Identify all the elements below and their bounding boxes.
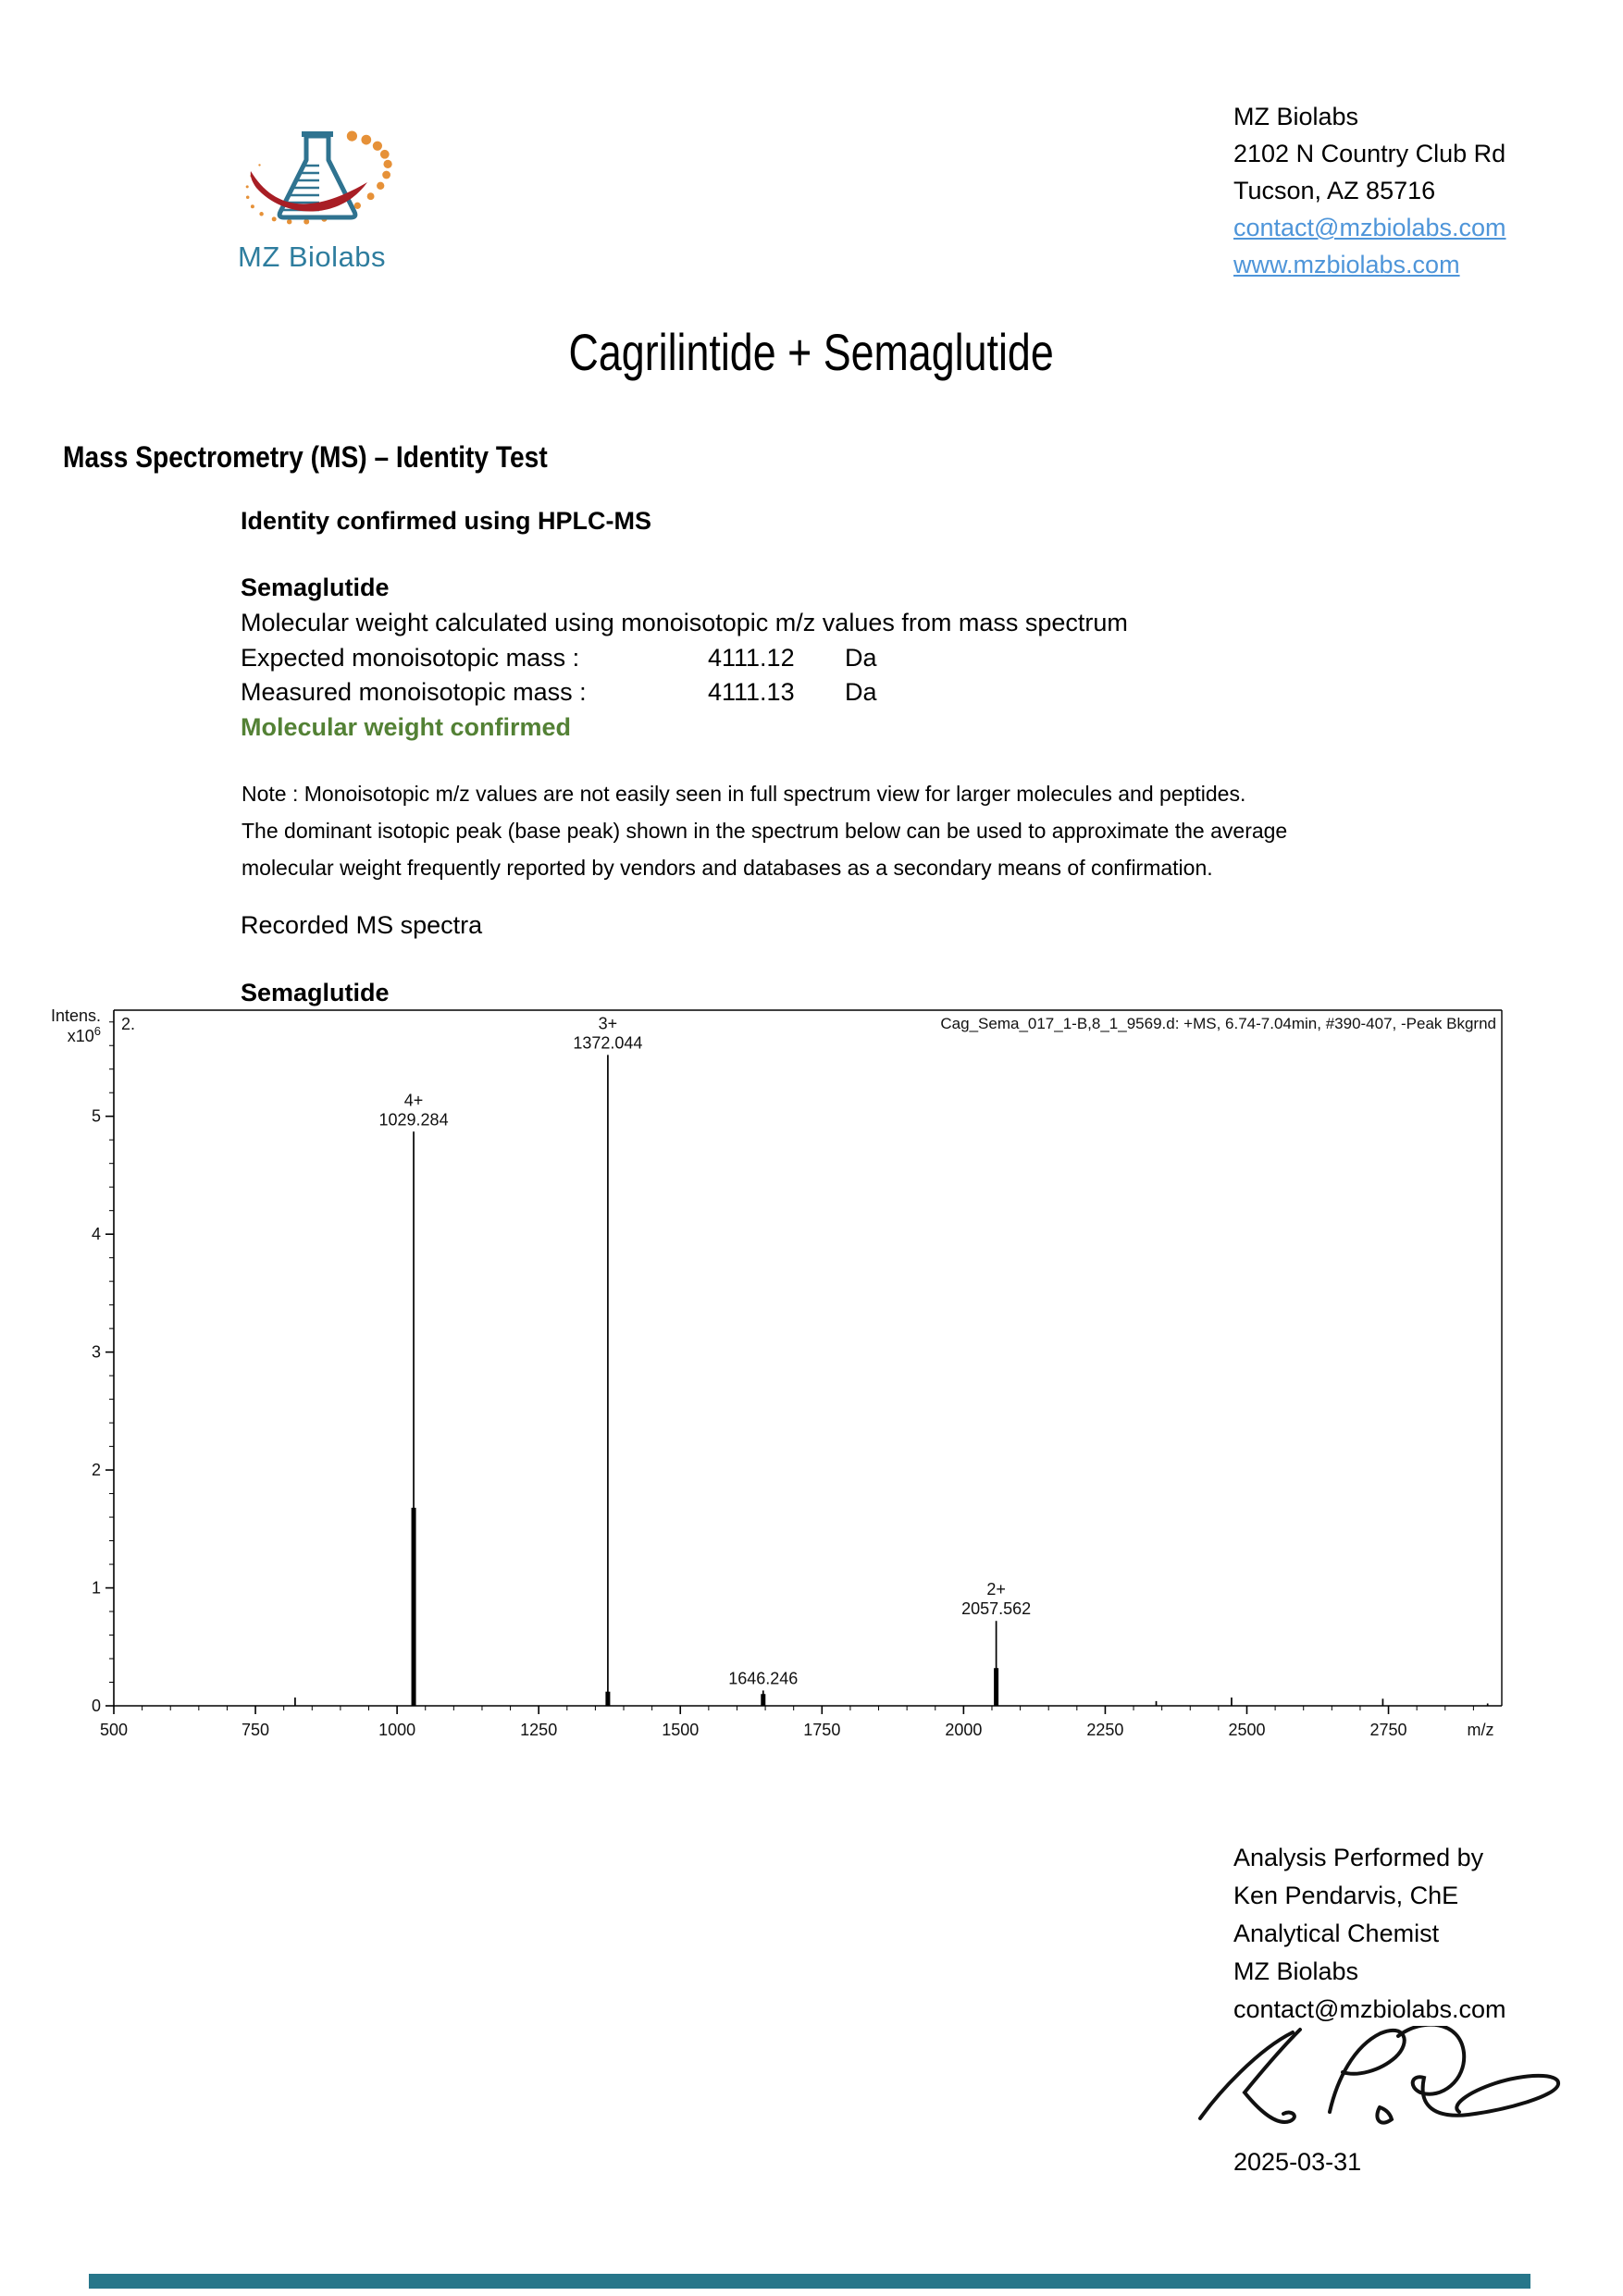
peak-mz-label: 2057.562 (961, 1599, 1032, 1619)
x-tick-label: 1750 (803, 1721, 841, 1739)
y-tick-label: 5 (91, 1106, 101, 1126)
x-tick-label: 2500 (1228, 1721, 1266, 1739)
contact-address-line1: 2102 N Country Club Rd (1233, 140, 1506, 167)
y-tick-label: 4 (91, 1225, 101, 1244)
y-tick-label: 1 (91, 1578, 101, 1598)
document-title: Cagrilintide + Semaglutide (568, 323, 1055, 381)
company-logo-icon (236, 123, 404, 232)
note-line-1: Note : Monoisotopic m/z values are not easily seen in full spectrum view for larger molecules and peptides. (242, 782, 1246, 806)
signature-image (1189, 2026, 1587, 2160)
peak-mz-label: 1029.284 (378, 1110, 449, 1129)
signoff-analyst-name: Ken Pendarvis, ChE (1233, 1882, 1459, 1909)
measured-mass-value: 4111.13 (708, 678, 795, 706)
note-line-2: The dominant isotopic peak (base peak) shown in the spectrum below can be used to approximate the average (242, 819, 1288, 843)
y-tick-label: 2 (91, 1461, 101, 1480)
plot-corner-label: 2. (121, 1015, 136, 1033)
logo-wordmark: MZ Biolabs (238, 241, 387, 273)
peak-charge-label: 2+ (986, 1580, 1006, 1599)
calc-method-line: Molecular weight calculated using monoisotopic m/z values from mass spectrum (241, 609, 1128, 636)
report-date: 2025-03-31 (1233, 2148, 1362, 2176)
peak-mz-label: 1646.246 (728, 1669, 799, 1688)
expected-mass-unit: Da (845, 644, 877, 672)
measured-mass-row (241, 678, 877, 707)
expected-mass-value: 4111.12 (708, 644, 795, 672)
contact-address-line2: Tucson, AZ 85716 (1233, 177, 1436, 204)
contact-block (1233, 98, 1506, 283)
expected-mass-label: Expected monoisotopic mass : (241, 644, 580, 672)
x-tick-label: 1250 (520, 1721, 558, 1739)
signoff-analyst-title: Analytical Chemist (1233, 1920, 1440, 1947)
y-tick-label: 3 (91, 1342, 101, 1362)
signoff-company: MZ Biolabs (1233, 1957, 1359, 1985)
peak-charge-label: 3+ (598, 1014, 618, 1033)
x-tick-label: 500 (99, 1721, 129, 1739)
spectrum-header-annotation: Cag_Sema_017_1-B,8_1_9569.d: +MS, 6.74-7.04min, #390-407, -Peak Bkgrnd (940, 1015, 1496, 1032)
compound-name: Semaglutide (241, 574, 390, 601)
x-tick-label: 1000 (378, 1721, 416, 1739)
y-tick-label: 0 (91, 1697, 101, 1715)
y-axis-multiplier: $x10^6$ (67, 1024, 101, 1045)
signoff-email: contact@mzbiolabs.com (1233, 1995, 1506, 2023)
signoff-block (1233, 1839, 1506, 2029)
identity-confirmed-line: Identity confirmed using HPLC-MS (241, 507, 652, 535)
section-heading: Mass Spectrometry (MS) – Identity Test (63, 440, 548, 474)
x-tick-label: 750 (242, 1721, 270, 1739)
confirmation-status: Molecular weight confirmed (241, 713, 572, 741)
x-tick-label: 2750 (1369, 1721, 1407, 1739)
y-axis-label: Intens. (50, 1006, 101, 1025)
measured-mass-label: Measured monoisotopic mass : (241, 678, 587, 706)
recorded-spectra-label: Recorded MS spectra (241, 911, 483, 939)
contact-website-link[interactable]: www.mzbiolabs.com (1233, 251, 1460, 278)
note-paragraph (242, 775, 1287, 886)
peak-mz-label: 1372.044 (573, 1033, 643, 1053)
signoff-line-1: Analysis Performed by (1233, 1844, 1484, 1871)
contact-email-link[interactable]: contact@mzbiolabs.com (1233, 214, 1506, 241)
spectrum-compound-label: Semaglutide (241, 979, 390, 1006)
mass-spectrum-chart (0, 999, 1623, 1758)
note-line-3: molecular weight frequently reported by vendors and databases as a secondary means of confirmation. (242, 856, 1213, 880)
x-tick-label: 1500 (662, 1721, 700, 1739)
x-axis-unit-label: m/z (1467, 1721, 1494, 1739)
measured-mass-unit: Da (845, 678, 877, 706)
contact-company: MZ Biolabs (1233, 103, 1359, 130)
footer-bar (89, 2274, 1530, 2289)
expected-mass-row (241, 644, 877, 673)
peak-charge-label: 4+ (403, 1091, 424, 1110)
x-tick-label: 2250 (1086, 1721, 1124, 1739)
x-tick-label: 2000 (945, 1721, 983, 1739)
